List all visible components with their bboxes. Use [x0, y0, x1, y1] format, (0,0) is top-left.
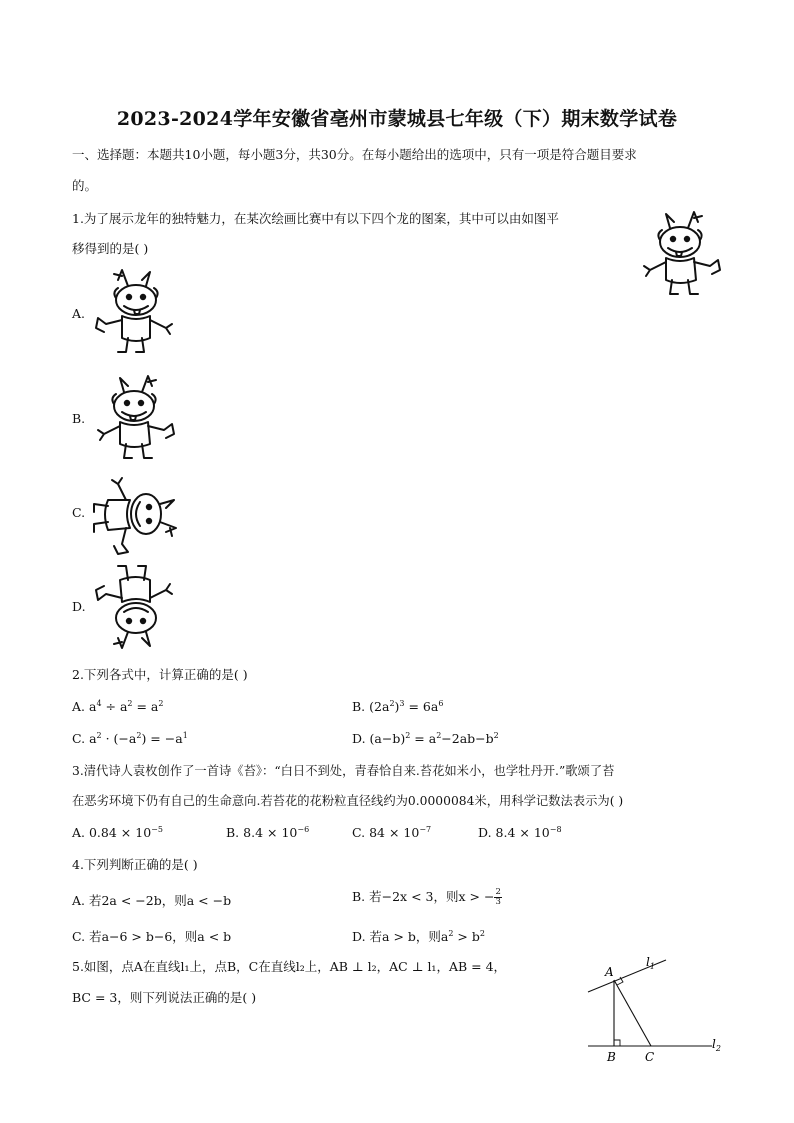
section-heading-line2: 的。: [72, 178, 98, 193]
label-b: B: [607, 1050, 616, 1064]
q2-option-d: [352, 730, 499, 748]
q1-stem-line1: 1.为了展示龙年的独特魅力，在某次绘画比赛中有以下四个龙的图案，其中可以由如图平: [72, 211, 559, 226]
q3-option-c: [352, 824, 431, 842]
q2-c-part3: ) = −a: [141, 731, 183, 746]
q2-d-part1: (a−b): [369, 731, 406, 746]
q4-b-fraction: [494, 888, 501, 907]
q2-a-exp3: 2: [158, 698, 164, 708]
q2-c-part1: a: [89, 731, 97, 746]
q2-b-part2: ): [394, 699, 400, 714]
q3-option-a: [72, 824, 163, 842]
q1-option-a-dragon-image: [90, 266, 180, 361]
q3-d-label: D.: [478, 825, 496, 840]
q2-c-label: C.: [72, 731, 90, 746]
q3-a-label: A.: [72, 825, 89, 840]
q1-option-b-label: B.: [72, 411, 86, 426]
label-l2: [712, 1037, 721, 1053]
q2-d-part3: −2ab−b: [441, 731, 494, 746]
q2-a-part3: = a: [132, 699, 159, 714]
q2-a-part2: ÷ a: [101, 699, 128, 714]
q2-b-exp2: 3: [399, 698, 405, 708]
q1-option-a-label: A.: [72, 306, 86, 321]
q2-option-c: [72, 730, 188, 748]
q1-option-b-dragon-image: [90, 372, 180, 467]
q2-c-exp2: 2: [136, 730, 142, 740]
section-heading-line1: 一、选择题：本题共10小题，每小题3分，共30分。在每小题给出的选项中，只有一项是符合题目要求: [72, 147, 637, 162]
q3-b-label: B.: [226, 825, 244, 840]
q3-stem-line2: 在恶劣环境下仍有自己的生命意向.若苔花的花粉粒直径线约为0.0000084米，用科学记数法表示为( ): [72, 794, 624, 808]
q3-stem-line1: 3.清代诗人袁枚创作了一首诗《苔》：“白日不到处，青春恰自来.苔花如米小，也学牡丹开.”歌颂了苔: [72, 764, 615, 778]
q2-option-b: [352, 698, 443, 716]
q4-option-c: C. 若a−6 > b−6，则a < b: [72, 929, 232, 944]
label-l1-letter: l: [646, 955, 650, 969]
q3-c-label: C.: [352, 825, 370, 840]
q4-d-text: D. 若a > b，则a: [352, 929, 449, 944]
q4-option-b: [352, 888, 502, 907]
label-l2-letter: l: [712, 1037, 716, 1051]
label-c: C: [645, 1050, 655, 1064]
q2-stem: 2.下列各式中，计算正确的是( ): [72, 667, 248, 682]
label-a: A: [605, 965, 614, 979]
q2-a-label: A.: [72, 699, 89, 714]
q3-option-d: [478, 824, 562, 842]
q2-b-exp3: 6: [438, 698, 444, 708]
q2-d-exp2: 2: [436, 730, 442, 740]
q3-a-base: 0.84 × 10: [88, 825, 152, 840]
q1-option-d-label: D.: [72, 599, 86, 614]
q3-d-base: 8.4 × 10: [495, 825, 550, 840]
q4-b-denominator: 3: [495, 897, 501, 907]
q2-c-exp3: 1: [182, 730, 188, 740]
q4-stem: 4.下列判断正确的是( ): [72, 857, 198, 872]
q3-b-exp: −6: [297, 824, 310, 834]
q1-option-c-label: C.: [72, 505, 86, 520]
q4-b-numerator: 2: [495, 887, 501, 897]
q1-option-c-dragon-image: [90, 474, 182, 556]
q4-d-part2: > b: [453, 929, 480, 944]
q2-b-exp1: 2: [389, 698, 395, 708]
q2-d-exp3: 2: [493, 730, 499, 740]
q2-option-a: [72, 698, 163, 716]
q4-d-exp2: 2: [479, 928, 485, 938]
q5-stem-line2: BC = 3，则下列说法正确的是( ): [72, 990, 257, 1005]
q4-d-exp1: 2: [448, 928, 454, 938]
q5-geometry-figure: [578, 952, 738, 1072]
q2-d-exp1: 2: [405, 730, 411, 740]
q4-option-a: A. 若2a < −2b，则a < −b: [72, 893, 232, 908]
q2-a-exp2: 2: [127, 698, 133, 708]
q3-d-exp: −8: [549, 824, 562, 834]
reference-dragon-image: [636, 208, 726, 303]
label-l1-subscript: 1: [649, 962, 655, 971]
q2-a-exp1: 4: [96, 698, 102, 708]
q2-a-part1: a: [88, 699, 97, 714]
q2-b-label: B.: [352, 699, 370, 714]
q2-d-part2: = a: [410, 731, 437, 746]
segment-ac: [614, 980, 651, 1046]
q3-b-base: 8.4 × 10: [243, 825, 298, 840]
q3-c-base: 84 × 10: [369, 825, 420, 840]
q1-option-d-dragon-image: [90, 560, 180, 655]
q2-b-part3: = 6a: [404, 699, 439, 714]
q2-c-exp1: 2: [96, 730, 102, 740]
q2-c-part2: · (−a: [101, 731, 137, 746]
q3-a-exp: −5: [151, 824, 163, 834]
q4-b-text: B. 若−2x < 3，则x > −: [352, 889, 495, 904]
q2-b-part1: (2a: [369, 699, 390, 714]
label-l2-subscript: 2: [715, 1044, 721, 1053]
q3-c-exp: −7: [419, 824, 432, 834]
q5-stem-line1: 5.如图，点A在直线l₁上，点B，C在直线l₂上，AB ⊥ l₂，AC ⊥ l₁，AB = 4，: [72, 959, 507, 974]
q1-stem-line2: 移得到的是( ): [72, 241, 149, 256]
label-l1: [646, 955, 655, 971]
q4-option-d: [352, 928, 485, 946]
q2-d-label: D.: [352, 731, 370, 746]
page-title: 2023-2024学年安徽省亳州市蒙城县七年级（下）期末数学试卷: [116, 108, 678, 130]
q3-option-b: [226, 824, 309, 842]
right-angle-mark-b: [614, 1040, 620, 1046]
